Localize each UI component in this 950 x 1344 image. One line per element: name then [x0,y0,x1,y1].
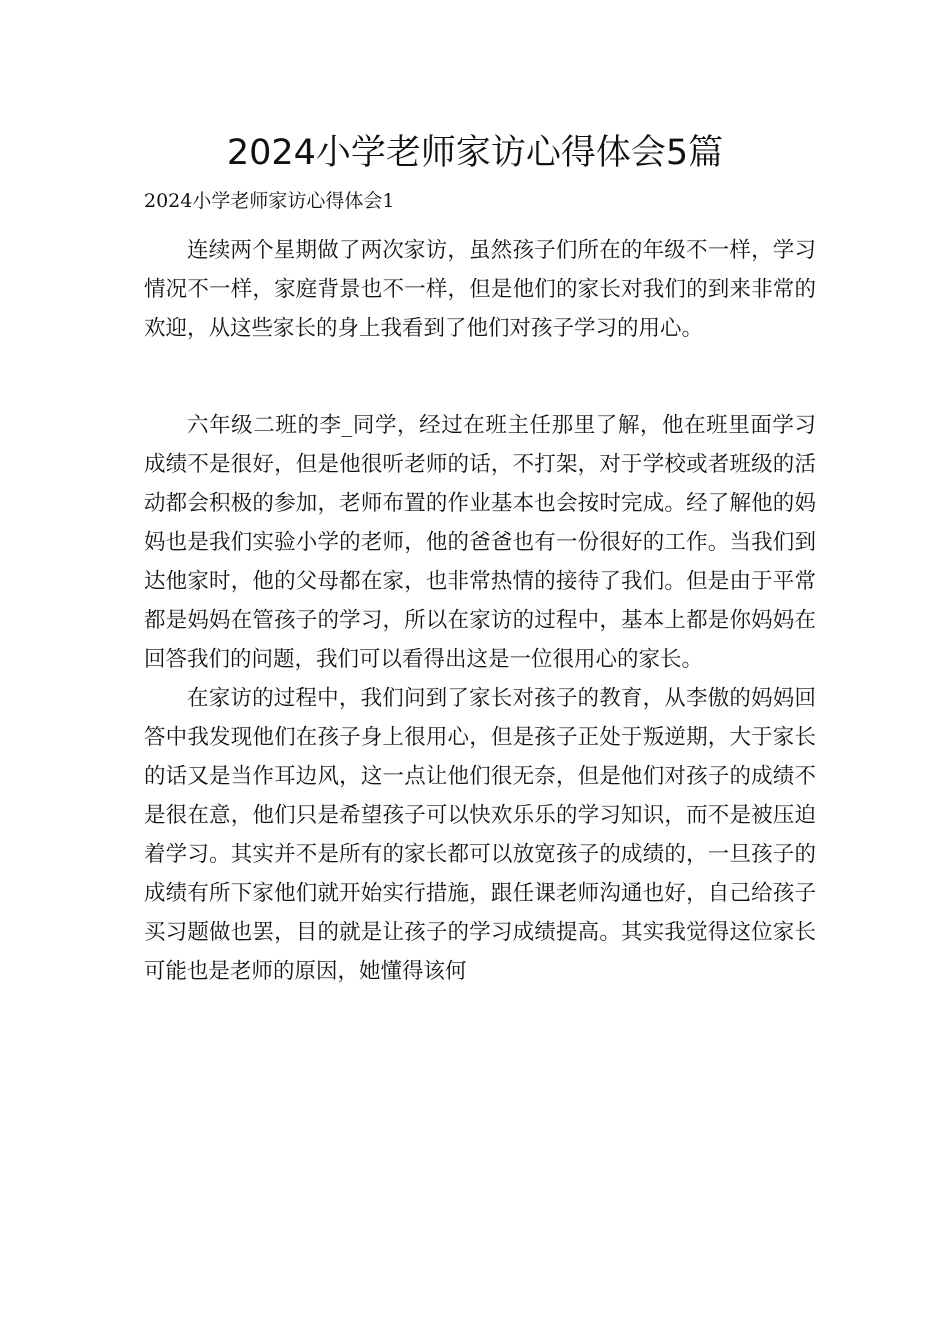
section-heading: 2024小学老师家访心得体会1 [144,190,395,212]
document-title: 2024小学老师家访心得体会5篇 [226,133,724,173]
paragraph-3: 在家访的过程中，我们问到了家长对孩子的教育，从李傲的妈妈回答中我发现他们在孩子身上很用心，但是孩子正处于叛逆期，大于家长的话又是当作耳边风，这一点让他们很无奈，但是他们对孩子的成绩不是很在意，他们只是希望孩子可以快欢乐乐的学习知识，而不是被压迫着学习。其实并不是所有的家长都可以放宽孩子的成绩的，一旦孩子的成绩有所下家他们就开始实行措施，跟任课老师沟通也好，自己给孩子买习题做也罢，目的就是让孩子的学习成绩提高。其实我觉得这位家长可能也是老师的原因，她懂得该何 [144,686,816,984]
paragraph-2: 六年级二班的李_同学，经过在班主任那里了解，他在班里面学习成绩不是很好，但是他很听老师的话，不打架，对于学校或者班级的活动都会积极的参加，老师布置的作业基本也会按时完成。经了解他的妈妈也是我们实验小学的老师，他的爸爸也有一份很好的工作。当我们到达他家时，他的父母都在家，也非常热情的接待了我们。但是由于平常都是妈妈在管孩子的学习，所以在家访的过程中，基本上都是你妈妈在回答我们的问题，我们可以看得出这是一位很用心的家长。 [144,413,816,672]
paragraph-1: 连续两个星期做了两次家访，虽然孩子们所在的年级不一样，学习情况不一样，家庭背景也不一样，但是他们的家长对我们的到来非常的欢迎，从这些家长的身上我看到了他们对孩子学习的用心。 [144,238,816,341]
document-body [144,231,816,991]
